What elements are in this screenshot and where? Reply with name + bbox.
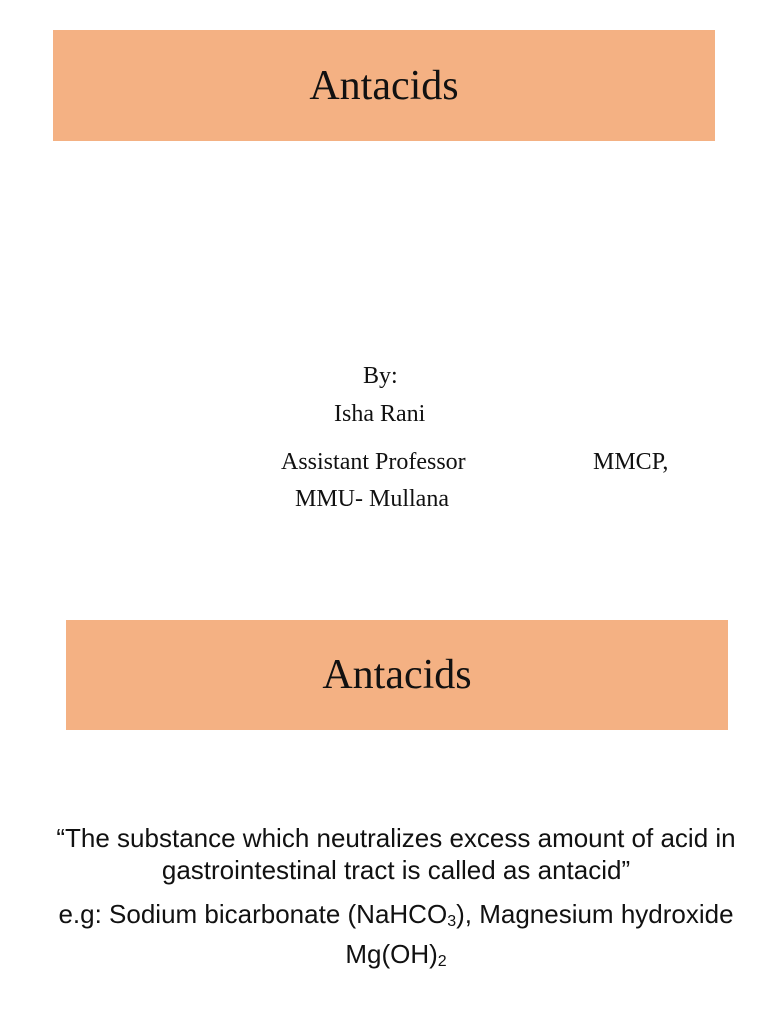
slide1-title-banner (53, 30, 715, 141)
subscript-3: 3 (447, 913, 457, 930)
by-label: By: (363, 363, 398, 389)
slide2-title-banner (66, 620, 728, 730)
example-text-prefix: e.g: Sodium bicarbonate (NaHCO (58, 899, 448, 929)
slide2-title: Antacids (322, 652, 472, 698)
author-name: Isha Rani (334, 401, 426, 427)
antacid-examples (40, 898, 752, 978)
author-title: Assistant Professor (281, 449, 466, 475)
author-institution-line1: MMCP, (593, 449, 669, 475)
author-institution-line2: MMU- Mullana (295, 486, 449, 512)
example-text-middle: ), Magnesium hydroxide Mg(OH) (345, 899, 734, 969)
slide1-title: Antacids (309, 62, 459, 109)
antacid-definition: “The substance which neutralizes excess amount of acid in gastrointestinal tract is called as antacid” (56, 823, 736, 885)
subscript-2: 2 (437, 953, 447, 970)
